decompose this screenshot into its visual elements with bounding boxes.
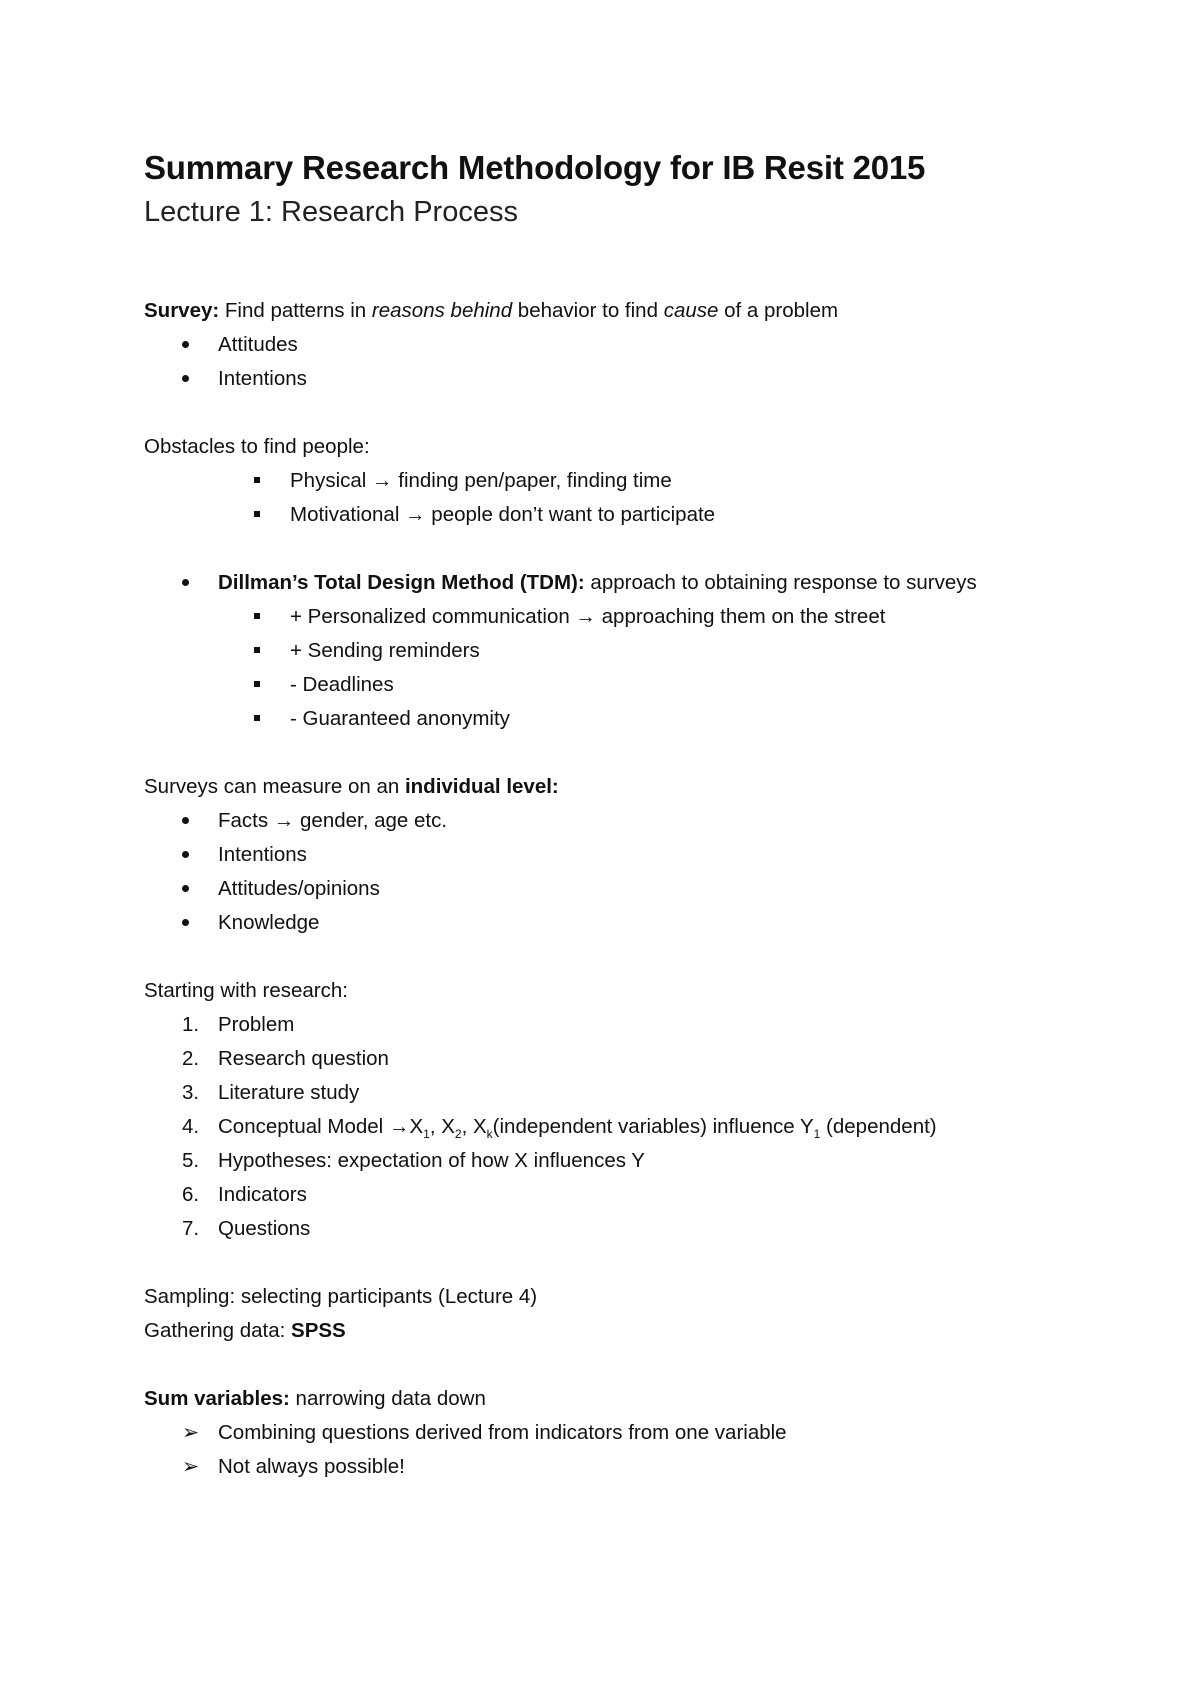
list-item: Attitudes [144,328,1074,362]
bullet-icon [182,872,189,906]
measure-heading: Surveys can measure on an individual level: [144,775,559,798]
list-item: Dillman’s Total Design Method (TDM): approach to obtaining response to surveys [144,566,1074,600]
dillman-label: Dillman’s Total Design Method (TDM): [218,571,585,594]
square-bullet-icon [254,702,260,736]
list-number: 2. [182,1047,200,1070]
list-item: Intentions [144,838,1074,872]
sum-variables-heading: Sum variables: narrowing data down [144,1387,486,1410]
obstacles-heading: Obstacles to find people: [144,435,370,458]
arrow-right-icon: → [575,605,596,628]
list-item: 1. Problem [144,1008,1074,1042]
list-item: 3. Literature study [144,1076,1074,1110]
list-item: ➢ Not always possible! [144,1450,1074,1484]
bullet-icon [182,566,189,600]
arrow-right-icon: → [273,809,295,832]
list-item: + Sending reminders [144,634,1074,668]
document-title: Summary Research Methodology for IB Resit 2015 [144,149,926,186]
list-number: 7. [182,1217,200,1240]
square-bullet-icon [254,668,260,702]
list-item: 4. Conceptual Model $\to X_1$, $X_2$, $X_k(independent$ variables) influence $Y_1$ (dependent) [144,1110,1074,1144]
square-bullet-icon [254,498,260,532]
bullet-icon [182,362,189,396]
list-number: 4. [182,1115,200,1138]
list-item: 5. Hypotheses: expectation of how X influences Y [144,1144,1074,1178]
list-item: - Guaranteed anonymity [144,702,1074,736]
bullet-icon [182,838,189,872]
survey-label: Survey: [144,299,220,322]
lecture-heading: Lecture 1: Research Process [144,196,518,228]
list-item: - Deadlines [144,668,1074,702]
arrow-right-icon: → [388,1115,410,1138]
list-item: + Personalized communication → approaching them on the street [144,600,1074,634]
document-content [144,148,1074,1484]
sampling-line: Sampling: selecting participants (Lecture 4) [144,1285,538,1308]
list-item: ➢ Combining questions derived from indicators from one variable [144,1416,1074,1450]
list-item: Attitudes/opinions [144,872,1074,906]
list-number: 3. [182,1081,200,1104]
list-number: 1. [182,1013,200,1036]
list-item: Physical → finding pen/paper, finding time [144,464,1074,498]
list-item: Motivational → people don’t want to participate [144,498,1074,532]
square-bullet-icon [254,634,260,668]
starting-heading: Starting with research: [144,979,348,1002]
bullet-icon [182,328,189,362]
arrow-right-icon: → [405,503,426,526]
list-item: Intentions [144,362,1074,396]
list-item: 6. Indicators [144,1178,1074,1212]
arrowhead-bullet-icon: ➢ [182,1455,200,1478]
list-item: Knowledge [144,906,1074,940]
list-item: Facts → gender, age etc. [144,804,1074,838]
survey-definition: Survey: Find patterns in reasons behind behavior to find cause of a problem [144,299,839,322]
gathering-line: Gathering data: SPSS [144,1319,346,1342]
list-item: 2. Research question [144,1042,1074,1076]
bullet-icon [182,906,189,940]
square-bullet-icon [254,600,260,634]
arrow-right-icon: → [372,469,393,492]
arrowhead-bullet-icon: ➢ [182,1421,200,1444]
list-number: 5. [182,1149,200,1172]
square-bullet-icon [254,464,260,498]
bullet-icon [182,804,189,838]
list-item: 7. Questions [144,1212,1074,1246]
list-number: 6. [182,1183,200,1206]
